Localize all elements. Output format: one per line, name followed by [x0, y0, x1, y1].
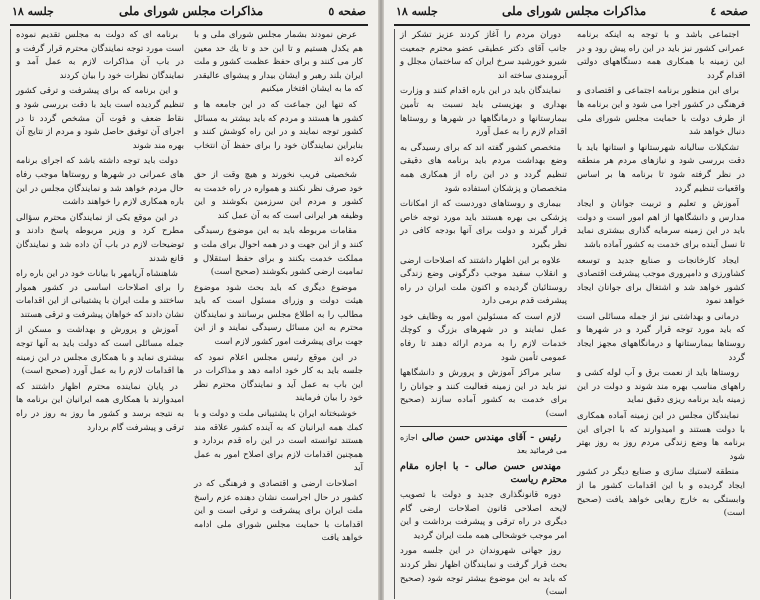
speaker-note: اجازه مى فرمائيد بعد — [400, 432, 567, 456]
paragraph: ساير مراكز آموزش و پرورش و دانشگاهها نيز بايد در اين زمينه فعاليت كنند و جوانان را براى خدمت به كشور آماده سازند (صحيح است) — [400, 368, 567, 420]
paragraph: ايجاد كارخانجات و صنايع جديد و توسعه كشاورزى و دامپرورى موجب پيشرفت اقتصادى كشور خواهد شد و اشتغال براى جوانان ايجاد خواهد نمود — [577, 255, 745, 307]
page-title: مذاكرات مجلس شوراى ملى — [118, 4, 264, 18]
speaker-heading: مهندس حسن صالى - با اجازه مقام محترم رياست — [400, 460, 567, 486]
section-divider — [400, 426, 567, 427]
paragraph: در اين موقع يكى از نمايندگان محترم سؤالى مطرح كرد و وزير مربوطه پاسخ دادند و توضيحات لازم در باب آن داده شد و نمايندگان قانع شدند — [16, 212, 184, 264]
paragraph: آموزش و تعليم و تربيت جوانان و ايجاد مدارس و دانشگاهها از اهم امور است و دولت بايد در اين زمينه سرمايه گذارى بيشترى نمايد تا نسل آينده براى خدمت به كشور آماده باشد — [577, 199, 745, 250]
left-page — [0, 0, 378, 600]
paragraph: موضوع ديگرى كه بايد بحث شود موضوع هيئت دولت و وزراى مسئول است كه بايد مطالب را به اطلاع مجلس برسانند و نمايندگان محترم به اين مسائل رسيدگى نمايند و از اين جهت براى پيشرفت امور كشور لازم است — [194, 282, 363, 348]
paragraph: كه تنها اين جماعت كه در اين جامعه ها و كشور ها هستند و مردم كه بايد بيشتر به مسائل كشور توجه نمايند و در اين راه كوشش كنند و بنابراين نمايندگان خود را براى حفظ آن انتخاب كرده اند — [194, 99, 363, 165]
paragraph: متخصص كشور گفته اند كه براى رسيدگى به وضع بهداشت مردم بايد برنامه هاى دقيقى تنظيم گردد و در اين راه از همكارى همه متخصصان و پزشكان استفاده شود — [400, 142, 567, 194]
page-number: صفحه ٤ — [710, 5, 748, 18]
paragraph: خوشبختانه ايران با پشتيبانى ملت و دولت و با كمك همه ايرانيان كه به آينده كشور علاقه مند هستند توانسته است در اين راه قدم بردارد و همچنين اقدامات لازم براى اصلاح امور به عمل آيد — [194, 409, 363, 474]
paragraph: عرض نمودند بشمار مجلس شوراى ملى و با هم يكدل هستيم و تا اين حد و تا يك حد معين كار مى كنند و براى حفظ عظمت كشور و ملت ايران بلند رهبر و ايشان بيدار و پيشواى عاليقدر كه ما به ايشان افتخار ميكنيم — [194, 30, 363, 95]
left-page-columns — [10, 29, 368, 599]
paragraph: در اين موقع رئيس مجلس اعلام نمود كه جلسه بايد به كار خود ادامه دهد و مذاكرات در اين باب به عمل آيد و نمايندگان محترم نظر خود را بيان فرمايند — [194, 352, 363, 404]
paragraph: اصلاحات ارضى و اقتصادى و فرهنگى كه در كشور در حال اجراست نشان دهنده عزم راسخ ملت ايران براى پيشرفت و ترقى است و اين اقدامات با حمايت مجلس شوراى ملى ادامه خواهد يافت — [194, 479, 363, 544]
paragraph: روز جهانى شهروندان در اين جلسه مورد بحث قرار گرفت و نمايندگان اظهار نظر كردند كه بايد به اين موضوع بيشتر توجه شود (صحيح است) — [400, 546, 567, 598]
paragraph: درمانى و بهداشتى نيز از جمله مسائلى است كه بايد مورد توجه قرار گيرد و در شهرها و روستاها بيمارستانها و درمانگاههاى مجهز ايجاد گردد — [577, 311, 745, 363]
speaker-name: رئيس - آقاى مهندس حسن صالى — [422, 431, 561, 443]
page-title: مذاكرات مجلس شوراى ملى — [501, 4, 647, 18]
session-label: جلسه ١٨ — [396, 5, 438, 18]
text-column-left — [10, 29, 189, 599]
paragraph: آموزش و پرورش و بهداشت و مسكن از جمله مسائلى است كه دولت بايد به آنها توجه بيشترى نمايد و با همكارى مجلس در اين زمينه ها اقدامات لازم را به عمل آورد (صحيح است) — [16, 325, 184, 377]
right-page-header — [394, 4, 750, 26]
paragraph: تشكيلات ساليانه شهرستانها و استانها بايد با دقت بررسى شود و نيازهاى مردم هر منطقه در نظر گرفته شود تا برنامه ها بر اساس واقعيات تنظيم گردد — [577, 142, 745, 194]
paragraph: مقامات مربوطه بايد به اين موضوع رسيدگى كنند و از اين جهت و در همه احوال براى ملت و مملكت خدمت بكنند و براى حفظ استقلال و تماميت ارضى كشور بكوشند (صحيح است) — [194, 226, 363, 278]
paragraph: دوران مردم را آغاز كردند عزيز تشكر از جانب آقاى دكتر عطيقى عضو محترم جمعيت شيرو خورشيد سرخ ايران كه ساختمان مجلل و آبرومندى ساخته اند — [400, 30, 567, 81]
paragraph: اجتماعى باشد و با توجه به اينكه برنامه عمرانى كشور نيز بايد در اين راه پيش رود و در اين زمينه با همكارى همه دستگاههاى دولتى اقدام گردد — [577, 30, 745, 81]
paragraph: شاهنشاه آريامهر با بيانات خود در اين باره راه را براى اصلاحات اساسى در كشور هموار ساختند و ملت ايران با پشتيبانى از اين اقدامات نشان دادند كه خواهان پيشرفت و ترقى هستند — [16, 269, 184, 320]
paragraph: بيمارى و روستاهاى دوردست كه از امكانات پزشكى بى بهره هستند بايد مورد توجه خاص قرار گيرند و دولت براى آنها بودجه كافى در نظر بگيرد — [400, 199, 567, 250]
paragraph: و اين برنامه كه براى پيشرفت و ترقى كشور تنظيم گرديده است بايد با دقت بررسى شود و نقاط ضعف و قوت آن مشخص گردد تا در اجراى آن توفيق حاصل شود و مردم از نتايج آن بهره مند شوند — [16, 86, 184, 151]
paragraph: علاوه بر اين اظهار داشتند كه اصلاحات ارضى و انقلاب سفيد موجب دگرگونى وضع زندگى روستائيان گرديده و اكنون ملت ايران در راه پيشرفت قدم برمى دارد — [400, 255, 567, 307]
text-column-right — [189, 29, 368, 599]
speaker-heading — [400, 431, 567, 458]
paragraph: نمايندگان مجلس در اين زمينه آماده همكارى با دولت هستند و اميدوارند كه با اجراى اين برنامه ها وضع زندگى مردم روز به روز بهتر شود — [577, 411, 745, 462]
paragraph: روستاها بايد از نعمت برق و آب لوله كشى و راههاى مناسب بهره مند شوند و دولت در اين زمينه بايد برنامه ريزى دقيق نمايد — [577, 368, 745, 406]
paragraph: دولت بايد توجه داشته باشد كه اجراى برنامه هاى عمرانى در شهرها و روستاها موجب رفاه حال مردم خواهد شد و نمايندگان مجلس در اين باره همكارى لازم را خواهند داشت — [16, 156, 184, 208]
paragraph: برنامه اى كه دولت به مجلس تقديم نموده است مورد توجه نمايندگان محترم قرار گرفت و در باب آن مذاكرات لازم به عمل آمد و نمايندگان نظرات خود را بيان كردند — [16, 30, 184, 81]
paragraph: براى اين منظور برنامه اجتماعى و اقتصادى و فرهنگى در كشور اجرا مى شود و اين برنامه ها از طرف دولت با حمايت مجلس شوراى ملى دنبال خواهد شد — [577, 86, 745, 138]
left-page-header — [10, 4, 368, 26]
paragraph: منطقه لاستيك سازى و صنايع ديگر در كشور ايجاد گرديده و با اين اقدامات كشور ما از وابستگى به خارج رهايى خواهد يافت (صحيح است) — [577, 467, 745, 519]
text-column-left — [394, 29, 572, 599]
paragraph: نمايندگان بايد در اين باره اقدام كنند و وزارت بهدارى و بهزيستى بايد نسبت به تأمين بيمارستانها و درمانگاهها در شهرها و روستاها اقدام لازم را به عمل آورد — [400, 86, 567, 138]
session-label: جلسه ١٨ — [12, 5, 54, 18]
right-page — [384, 0, 760, 600]
paragraph: لازم است كه مسئولين امور به وظايف خود عمل نمايند و در شهرهاى بزرگ و كوچك خدمات لازم را به مردم ارائه دهند تا رفاه عمومى تأمين شود — [400, 311, 567, 363]
text-column-right — [572, 29, 750, 599]
page-number: صفحه ٥ — [328, 5, 366, 18]
paragraph: شخصيتى فريب نخورند و هيچ وقت از حق خود صرف نظر نكنند و همواره در راه خدمت به كشور و مردم اين سرزمين بكوشند و اين وظيفه هر ايرانى است كه به آن عمل كند — [194, 169, 363, 221]
paragraph: در پايان نماينده محترم اظهار داشتند كه اميدوارند با همكارى همه ايرانيان اين برنامه ها به نتيجه برسد و كشور ما روز به روز در راه ترقى و پيشرفت گام بردارد — [16, 381, 184, 433]
right-page-columns — [394, 29, 750, 599]
paragraph: دوره قانونگذارى جديد و دولت با تصويب لايحه اصلاحى قانون اصلاحات ارضى گام ديگرى در راه ترقى و پيشرفت برداشت و اين امر موجب خوشحالى همه ملت ايران گرديد — [400, 490, 567, 541]
